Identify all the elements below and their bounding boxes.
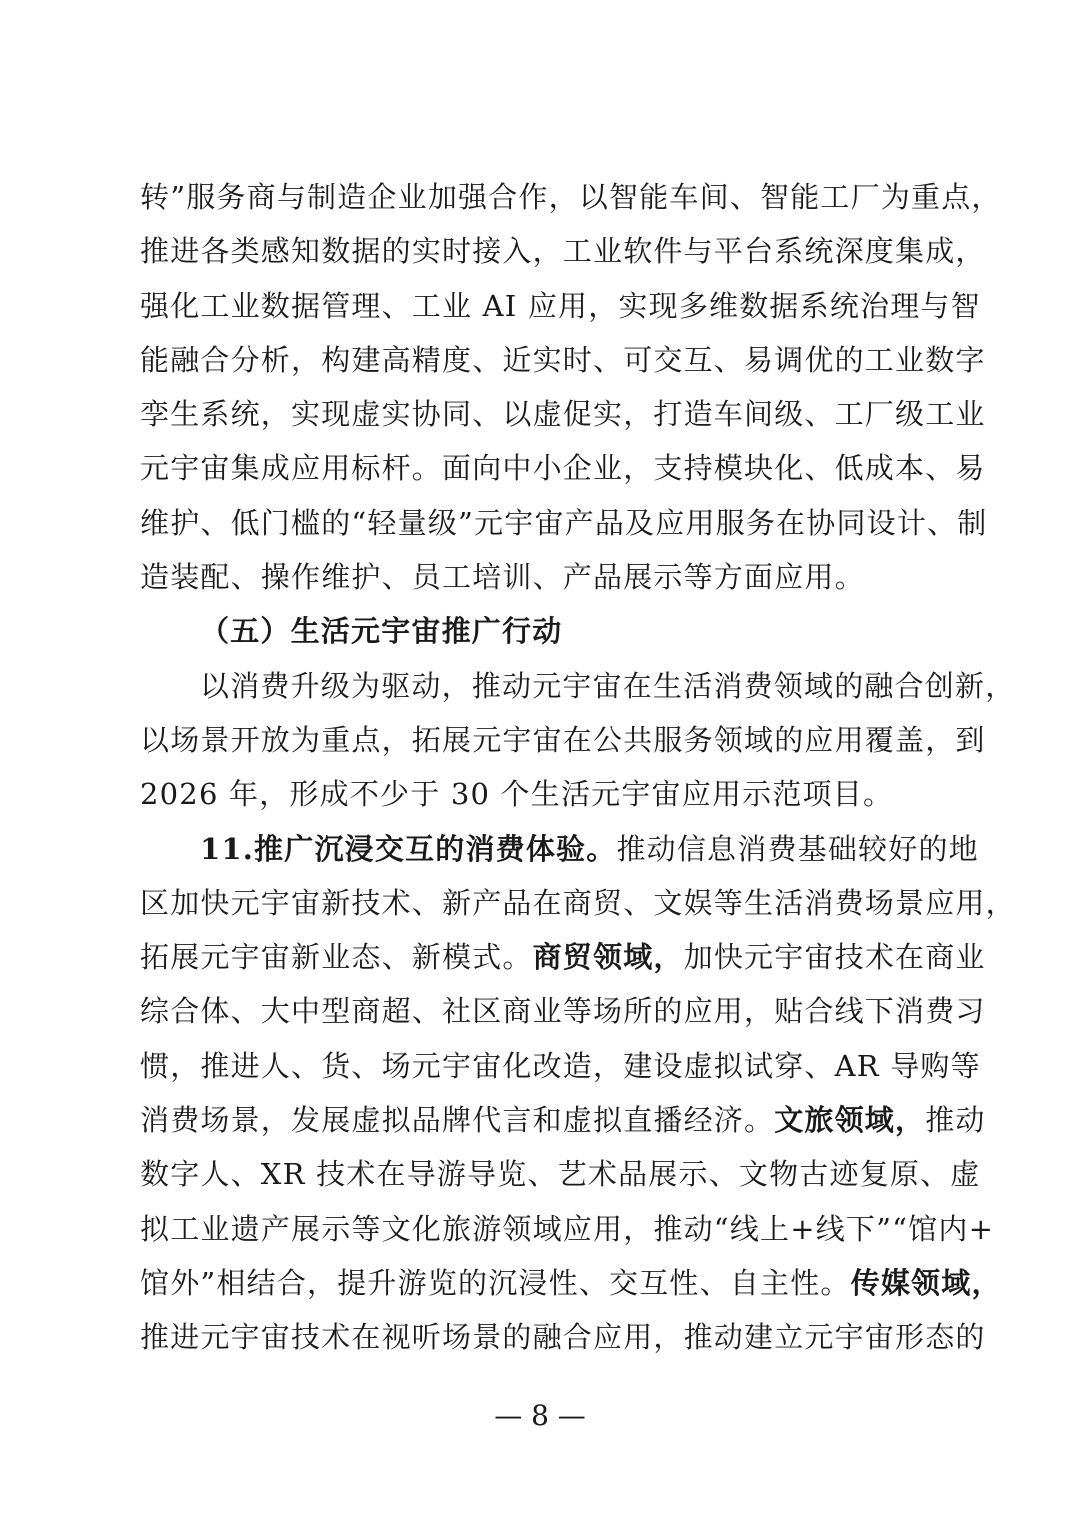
document-body: [140, 170, 1016, 1365]
text-line: [140, 1256, 1002, 1310]
text-run: 消费场景，发展虚拟品牌代言和虚拟直播经济。: [140, 1103, 775, 1138]
text-line: 造装配、操作维护、员工培训、产品展示等方面应用。: [140, 560, 865, 595]
item-title: 11.推广沉浸交互的消费体验。: [200, 831, 617, 866]
text-line: 以场景开放为重点，拓展元宇宙在公共服务领域的应用覆盖，到: [140, 722, 986, 757]
text-line: 转”服务商与制造企业加强合作，以智能车间、智能工厂为重点，: [140, 180, 1002, 214]
text-line: 推进各类感知数据的实时接入，工业软件与平台系统深度集成，: [140, 234, 986, 269]
text-line: 推进元宇宙技术在视听场景的融合应用，推动建立元宇宙形态的: [140, 1320, 986, 1355]
text-line: 综合体、大中型商超、社区商业等场所的应用，贴合线下消费习: [140, 994, 986, 1029]
paragraph-consumption-experience: [140, 822, 1016, 1365]
text-line: 元宇宙集成应用标杆。面向中小企业，支持模块化、低成本、易: [140, 451, 986, 486]
text-line: 能融合分析，构建高精度、近实时、可交互、易调优的工业数字: [140, 342, 986, 377]
text-run: 馆外”相结合，提升游览的沉浸性、交互性、自主性。: [140, 1265, 851, 1300]
text-run: 推动信息消费基础较好的地: [616, 831, 979, 866]
paragraph-industrial-metaverse: [140, 170, 1002, 604]
section-heading: （五）生活元宇宙推广行动: [200, 614, 563, 649]
page-number: — 8 —: [494, 1399, 586, 1432]
text-run: 拓展元宇宙新业态、新模式。: [140, 940, 533, 975]
paragraph-life-metaverse-intro: [140, 659, 1016, 822]
text-line: 以消费升级为驱动，推动元宇宙在生活消费领域的融合创新，: [200, 668, 1016, 703]
text-line: 2026 年，形成不少于 30 个生活元宇宙应用示范项目。: [140, 777, 894, 812]
domain-label-media: 传媒领域，: [850, 1265, 1002, 1300]
text-line: 惯，推进人、货、场元宇宙化改造，建设虚拟试穿、AR 导购等: [140, 1048, 981, 1083]
text-run: 加快元宇宙技术在商业: [683, 940, 986, 975]
text-run: 推动: [925, 1103, 986, 1138]
text-line: [140, 930, 986, 984]
domain-label-commerce: 商贸领域，: [532, 940, 684, 975]
text-line: 强化工业数据管理、工业 AI 应用，实现多维数据系统治理与智: [140, 288, 981, 323]
text-line: [140, 822, 979, 876]
text-line: 拟工业遗产展示等文化旅游领域应用，推动“线上+线下”“馆内+: [140, 1211, 995, 1246]
text-line: 维护、低门槛的“轻量级”元宇宙产品及应用服务在协同设计、制: [140, 505, 988, 540]
text-line: [140, 1093, 986, 1147]
text-line: 数字人、XR 技术在导游导览、艺术品展示、文物古迹复原、虚: [140, 1157, 981, 1192]
text-line: 孪生系统，实现虚实协同、以虚促实，打造车间级、工厂级工业: [140, 397, 986, 432]
domain-label-culture-tourism: 文旅领域，: [774, 1103, 926, 1138]
text-line: 区加快元宇宙新技术、新产品在商贸、文娱等生活消费场景应用，: [140, 885, 1016, 920]
